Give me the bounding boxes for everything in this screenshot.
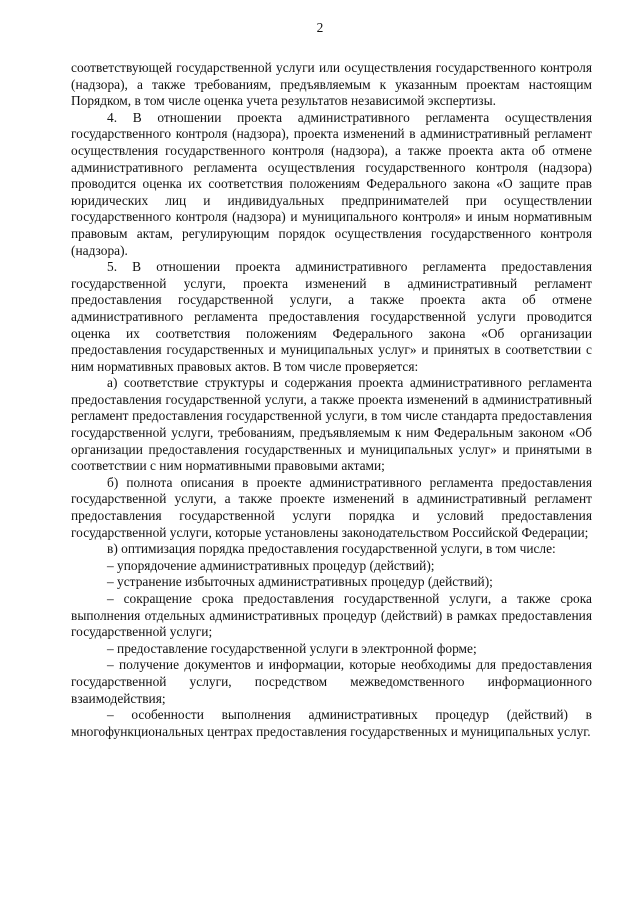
paragraph-item-4: 4. В отношении проекта административного регламента осуществления государственного контроля (надзора), проекта изменений в административный регламент осуществления государственного контроля (надзора), а также проекта акта об отмене административного регламента осуществления государственного контроля (надзора) проводится оценка их соответствия положениям Федерального закона «О защите прав юридических лиц и индивидуальных предпринимателей при осуществлении государственного контроля (надзора) и муниципального контроля» и иным нормативным правовым актам, регулирующим порядок осуществления государственного контроля (надзора). [71,109,592,258]
list-item-ordering: – упорядочение административных процедур (действий); [107,557,435,573]
list-item-elimination: – устранение избыточных административных процедур (действий); [107,574,493,590]
document-body [71,60,592,740]
list-item-electronic-form: – предоставление государственной услуги в электронной форме; [107,640,477,656]
page-number: 2 [316,20,324,35]
list-item-interagency: – получение документов и информации, которые необходимы для предоставления государственной услуги, посредством межведомственного информационного взаимодействия; [71,657,592,706]
subitem-a: а) соответствие структуры и содержания проекта административного регламента предоставления государственной услуги, а также проекта изменений в административный регламент предоставления государственной услуги, в том числе стандарта предоставления государственной услуги, требованиям, предъявляемым к ним Федеральным законом «Об организации предоставления государственных и муниципальных услуг» и принятыми в соответствии с ним нормативными правовыми актами; [71,375,592,474]
list-item-mfc: – особенности выполнения административных процедур (действий) в многофункциональных центрах предоставления государственных и муниципальных услуг. [71,707,592,739]
subitem-v: в) оптимизация порядка предоставления государственной услуги, в том числе: [107,541,556,557]
list-item-term-reduction: – сокращение срока предоставления государственной услуги, а также срока выполнения отдельных административных процедур (действий) в рамках предоставления государственной услуги; [71,591,592,640]
paragraph-item-5: 5. В отношении проекта административного регламента предоставления государственной услуги, проекта изменений в административный регламент предоставления государственной услуги, а также проекта акта об отмене административного регламента предоставления государственной услуги проводится оценка их соответствия положениям Федерального закона «Об организации предоставления государственных и муниципальных услуг» и принятых в соответствии с ним нормативных правовых актов. В том числе проверяется: [71,259,592,374]
subitem-b: б) полнота описания в проекте административного регламента предоставления государственной услуги, а также проекте изменений в административный регламент предоставления государственной услуги порядка и условий предоставления государственной услуги, которые установлены законодательством Российской Федерации; [71,474,592,540]
paragraph-continuation: соответствующей государственной услуги или осуществления государственного контроля (надзора), а также требованиям, предъявляемым к указанным проектам настоящим Порядком, в том числе оценка учета результатов независимой экспертизы. [71,60,592,109]
